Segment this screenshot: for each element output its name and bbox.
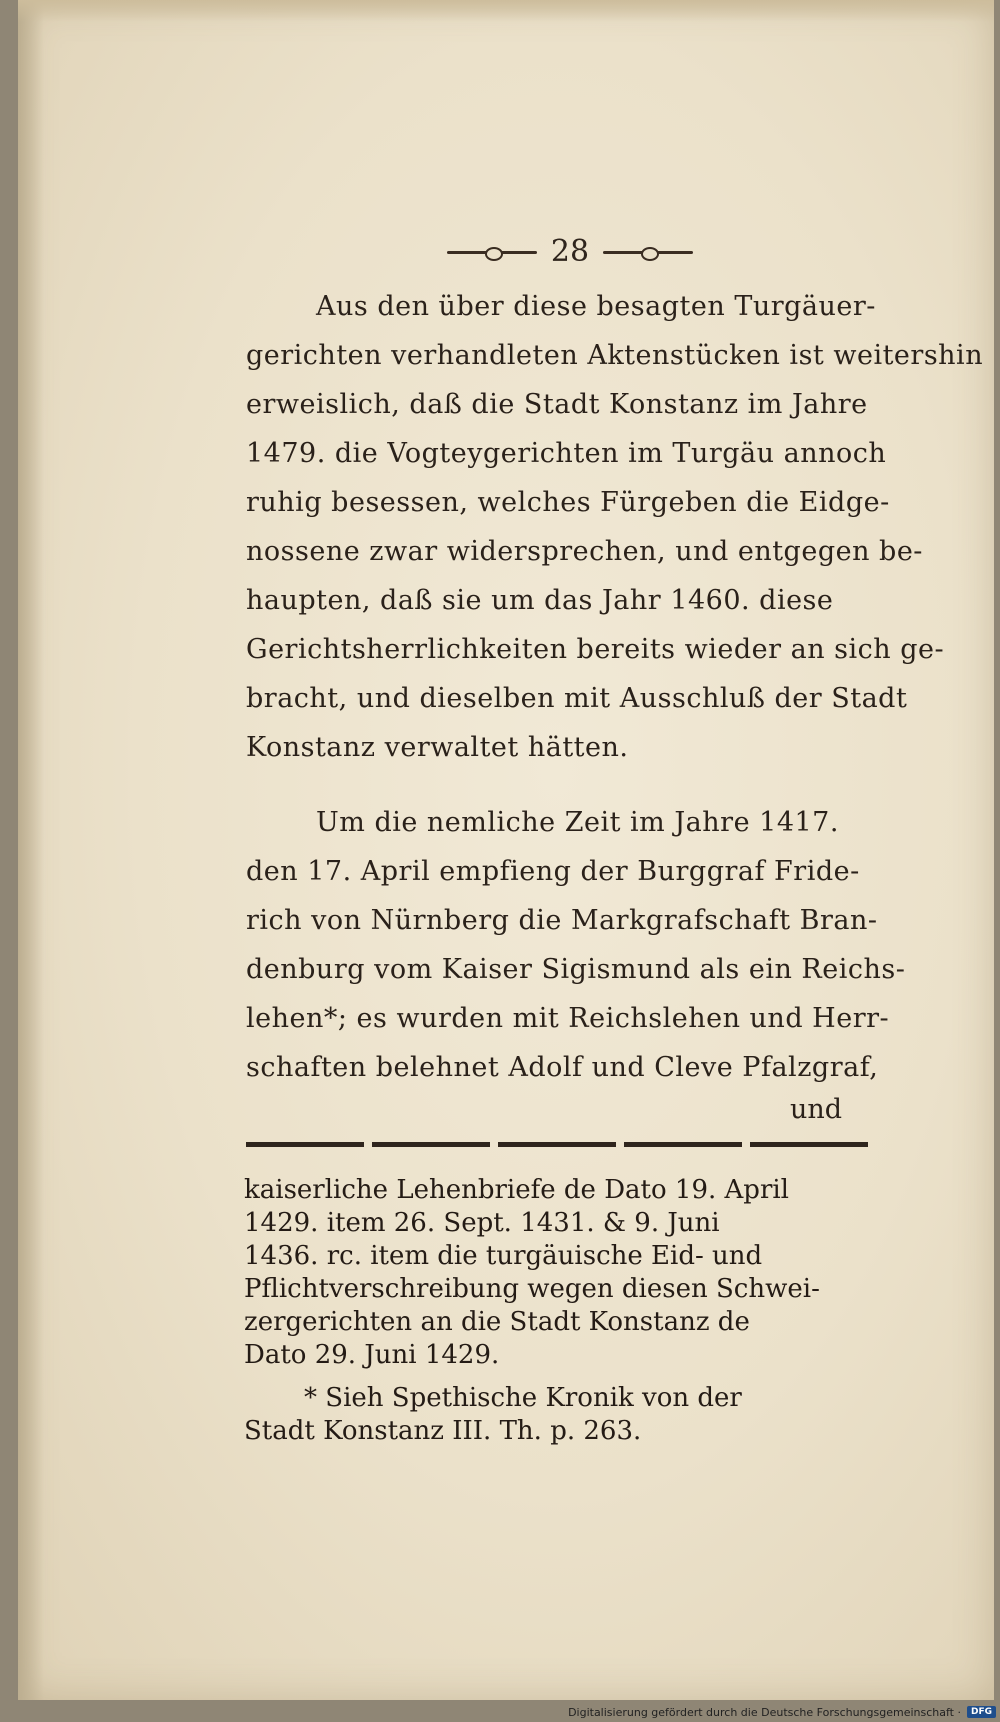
paragraph-1 (246, 282, 984, 772)
page-header (430, 232, 710, 272)
text-line: Gerichtsherrlichkeiten bereits wieder an sich ge- (246, 634, 945, 665)
paragraph-2 (246, 798, 906, 1092)
footnote-line: 1436. rc. item die turgäuische Eid- und (244, 1241, 763, 1271)
text-line: schaften belehnet Adolf und Cleve Pfalzgraf, (246, 1052, 879, 1083)
text-line: nossene zwar widersprechen, und entgegen be- (246, 536, 923, 567)
footnote-star (244, 1382, 874, 1448)
credit-text: Digitalisierung gefördert durch die Deutsche Forschungsgemeinschaft · (568, 1705, 961, 1719)
dfg-logo: DFG (967, 1706, 996, 1718)
page-number: 28 (550, 234, 590, 269)
footnote-line: Stadt Konstanz III. Th. p. 263. (244, 1416, 642, 1446)
footnote-line: kaiserliche Lehenbriefe de Dato 19. April (244, 1175, 789, 1205)
footnotes (244, 1174, 874, 1448)
footnote-line: zergerichten an die Stadt Konstanz de (244, 1307, 750, 1337)
text-line: Aus den über diese besagten Turgäuer- (316, 291, 876, 322)
text-line: denburg vom Kaiser Sigismund als ein Reichs- (246, 954, 906, 985)
text-line: rich von Nürnberg die Markgrafschaft Bran- (246, 905, 878, 936)
footnote-line: 1429. item 26. Sept. 1431. & 9. Juni (244, 1208, 720, 1238)
text-line: den 17. April empfieng der Burggraf Fride- (246, 856, 860, 887)
text-line: lehen*; es wurden mit Reichslehen und Herr- (246, 1003, 890, 1034)
page-top-shadow (18, 0, 994, 22)
footnote-rule (246, 1142, 868, 1147)
text-line: Um die nemliche Zeit im Jahre 1417. (316, 807, 839, 838)
catchword: und (790, 1094, 843, 1125)
text-line: ruhig besessen, welches Fürgeben die Eidge- (246, 487, 890, 518)
footnote-line: * Sieh Spethische Kronik von der (304, 1383, 742, 1413)
text-line: bracht, und dieselben mit Ausschluß der Stadt (246, 683, 908, 714)
footnote-line: Pflichtverschreibung wegen diesen Schwei- (244, 1274, 820, 1304)
ornament-left-icon (447, 247, 537, 257)
text-line: haupten, daß sie um das Jahr 1460. diese (246, 585, 834, 616)
text-line: erweislich, daß die Stadt Konstanz im Jahre (246, 389, 868, 420)
page-edge-shadow (18, 0, 44, 1700)
text-line: 1479. die Vogteygerichten im Turgäu annoch (246, 438, 887, 469)
digitization-credit (568, 1702, 996, 1722)
text-line: Konstanz verwaltet hätten. (246, 732, 629, 763)
ornament-right-icon (603, 247, 693, 257)
text-line: gerichten verhandleten Aktenstücken ist weitershin (246, 340, 984, 371)
footnote-line: Dato 29. Juni 1429. (244, 1340, 500, 1370)
main-text (246, 282, 984, 1092)
footnote-continued (244, 1174, 874, 1372)
